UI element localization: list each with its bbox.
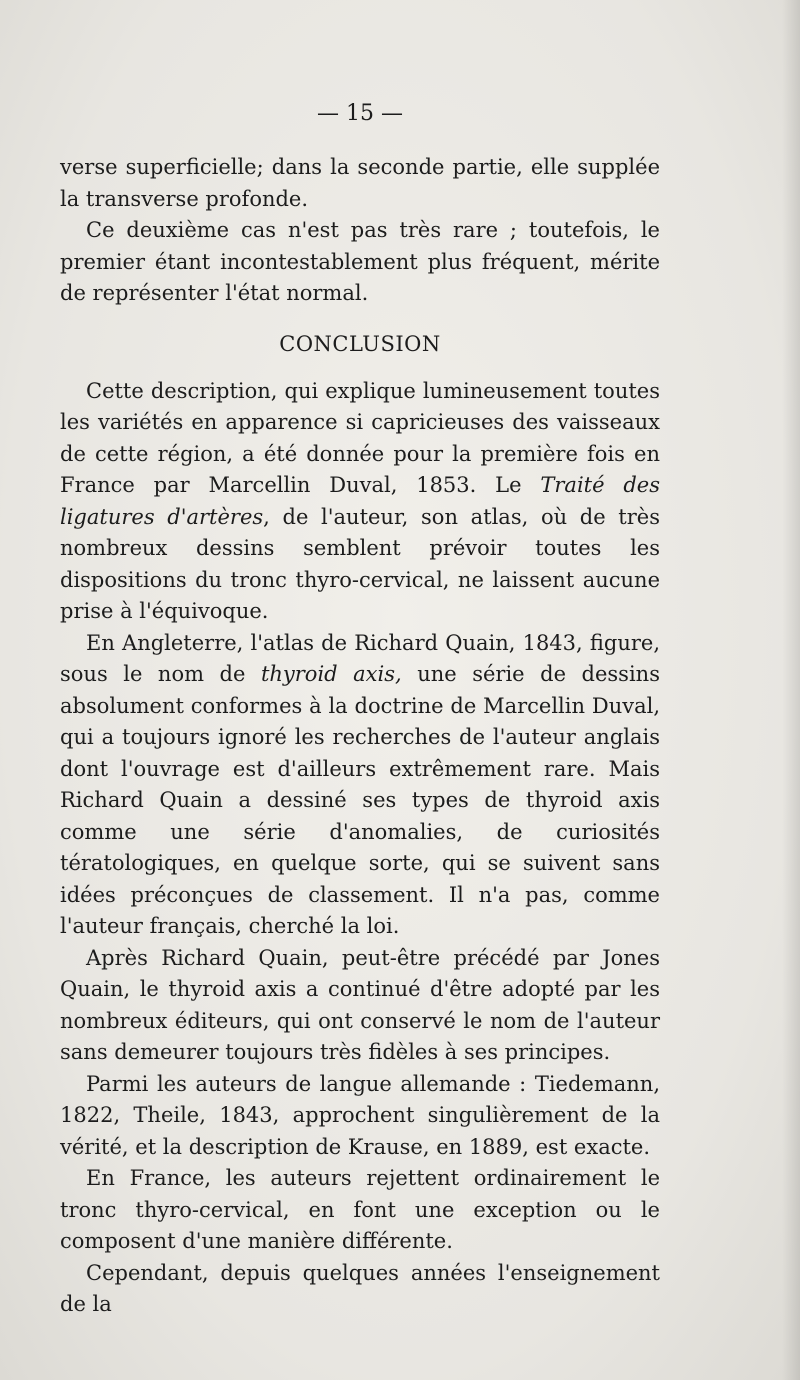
paragraph-8	[60, 1258, 660, 1321]
page-number: — 15 —	[317, 101, 403, 126]
paragraph-7	[60, 1163, 660, 1258]
paragraph-1	[60, 152, 660, 215]
page-text	[60, 98, 660, 1321]
text-segment: , de l'auteur, son atlas, où de très nombreux dessins semblent prévoir toutes les dispositions du tronc thyro-cervical, ne laissent aucune prise à l'équivoque.	[60, 504, 660, 623]
text-segment: Cette description, qui explique lumineusement toutes les variétés en apparence si capricieuses des vaisseaux de cette région, a été donnée pour la première fois en France par Marcellin Duval, 1853. Le	[60, 378, 660, 497]
italic-text-segment: thyroid axis,	[260, 662, 402, 686]
paragraph-2	[60, 215, 660, 310]
text-segment: verse superficielle; dans la seconde partie, elle supplée la transverse profonde.	[60, 155, 660, 211]
italic-text-segment: Traité des ligatures d'artères	[60, 473, 660, 529]
paragraph-6	[60, 1069, 660, 1164]
text-segment: Ce deuxième cas n'est pas très rare ; toutefois, le premier étant incontestablement plus fréquent, mérite de représenter l'état normal.	[60, 218, 660, 305]
paragraph-5	[60, 943, 660, 1069]
section-heading: CONCLUSION	[279, 331, 441, 356]
page-edge-shadow	[782, 0, 800, 1380]
text-segment: Après Richard Quain, peut-être précédé par Jones Quain, le thyroid axis a continué d'être adopté par les nombreux éditeurs, qui ont conservé le nom de l'auteur sans demeurer toujours très fidèles à ses principes.	[60, 945, 660, 1064]
text-segment: Parmi les auteurs de langue allemande : Tiedemann, 1822, Theile, 1843, approchent singulièrement de la vérité, et la description de Krause, en 1889, est exacte.	[60, 1071, 660, 1159]
text-segment: En France, les auteurs rejettent ordinairement le tronc thyro-cervical, en font une exception ou le composent d'une manière différente.	[60, 1166, 660, 1253]
text-segment: En Angleterre, l'atlas de Richard Quain, 1843, figure, sous le nom de	[60, 630, 660, 686]
text-segment: une série de dessins absolument conformes à la doctrine de Marcellin Duval, qui a toujours ignoré les recherches de l'auteur anglais dont l'ouvrage est d'ailleurs extrêmement rare. Mais Richard Quain a dessiné ses types de thyroid axis comme une série d'anomalies, de curiosités tératologiques, en quelque sorte, qui se suivent sans idées préconçues de classement. Il n'a pas, comme l'auteur français, cherché la loi.	[60, 662, 660, 938]
paragraph-3	[60, 376, 660, 628]
text-segment: Cependant, depuis quelques années l'enseignement de la	[60, 1260, 660, 1316]
paragraph-4	[60, 628, 660, 943]
